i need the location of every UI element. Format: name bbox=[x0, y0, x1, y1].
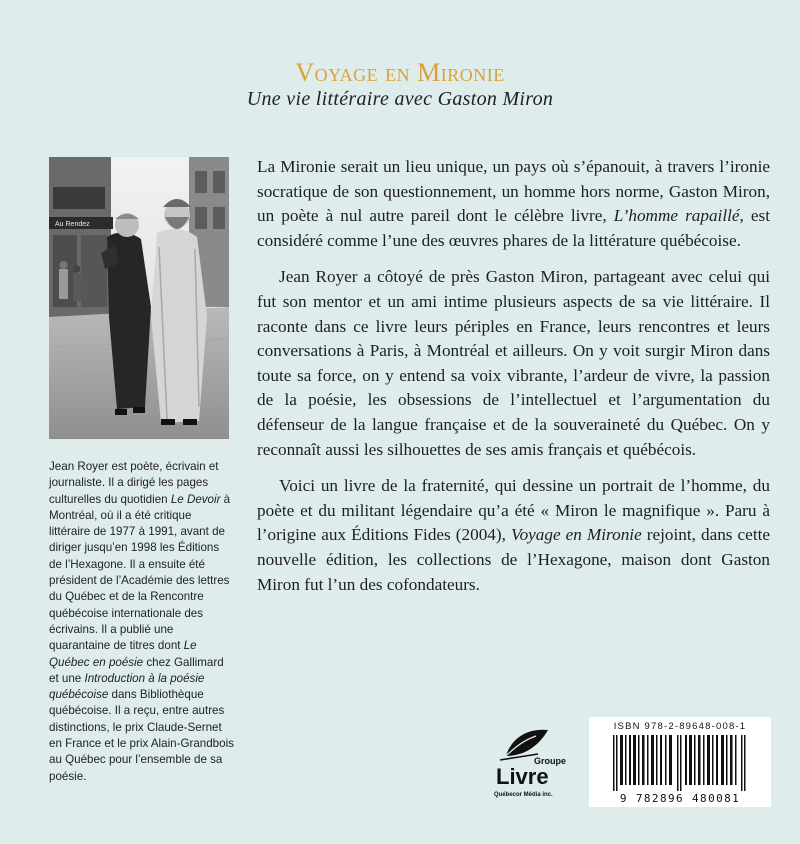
book-reference: L’homme rapaillé bbox=[613, 206, 740, 226]
publisher-logo bbox=[490, 722, 570, 802]
svg-text:Groupe: Groupe bbox=[534, 756, 567, 766]
book-title: Voyage en Mironie bbox=[295, 58, 505, 87]
svg-text:Québecor Média inc.: Québecor Média inc. bbox=[494, 792, 553, 798]
author-bio: Jean Royer est poète, écrivain et journaliste. Il a dirigé les pages culturelles du quotidien Le Devoir à Montréal, où il a été critique littéraire de 1977 à 1991, avant de diriger jusqu’en 1998 les Éditions de l’Hexagone. Il a ensuite été président de l’Académie des lettres du Québec et de la Rencontre québécoise internationale des écrivains. Il a publié une quarantaine de titres dont Le Québec en poésie chez Gallimard et une Introduction à la poésie québécoise dans Bibliothèque québécoise. Il a reçu, entre autres distinctions, le prix Claude-Sernet en France et le prix Alain-Grandbois au Québec pour l’ensemble de sa poésie. bbox=[49, 460, 234, 783]
paragraph-2: Jean Royer a côtoyé de près Gaston Miron, partageant avec celui qui fut son mentor et un ami intime plusieurs aspects de sa vie littéraire. Il raconte dans ce livre leurs périples en France, leurs rencontres et leurs conversations à Paris, à Montréal et ailleurs. On y voit surgir Miron dans toute sa force, on y entend sa voix vibrante, l’ardeur de vivre, la passion de la poésie, les obsessions de l’intellectuel et l’argumentation du défenseur de la langue française et de la souveraineté du Québec. On y reconnaît aussi les silhouettes de ses amis français et québécois. bbox=[257, 267, 770, 459]
barcode-icon bbox=[611, 735, 751, 791]
book-reference: Voyage en Mironie bbox=[510, 525, 642, 545]
paragraph-3: Voici un livre de la fraternité, qui dessine un portrait de l’homme, du poète et du militant légendaire qu’a été « Miron le magnifique ». Paru à l’origine aux Éditions Fides (2004), Voyage en Mironie rejoint, dans cette nouvelle édition, les collections de l’Hexagone, maison dont Gaston Miron fut l’un des cofondateurs. bbox=[257, 476, 770, 594]
svg-text:Livre: Livre bbox=[496, 764, 549, 789]
isbn-label: ISBN 978-2-89648-008-1 bbox=[613, 721, 747, 732]
author-photo bbox=[49, 157, 229, 439]
paragraph-1: La Mironie serait un lieu unique, un pays où s’épanouit, à travers l’ironie socratique de son questionnement, un homme hors norme, Gaston Miron, un poète à nul autre pareil dont le célèbre livre, L’homme rapaillé, est considéré comme l’une des œuvres phares de la littérature québécoise. bbox=[257, 157, 770, 250]
leaf-icon bbox=[506, 730, 548, 756]
shop-sign: Au Rendez bbox=[55, 221, 90, 228]
back-cover-text bbox=[257, 155, 770, 609]
isbn-barcode bbox=[589, 717, 771, 807]
book-subtitle: Une vie littéraire avec Gaston Miron bbox=[246, 88, 554, 110]
barcode-digits: 9 782896 480081 bbox=[619, 792, 741, 805]
